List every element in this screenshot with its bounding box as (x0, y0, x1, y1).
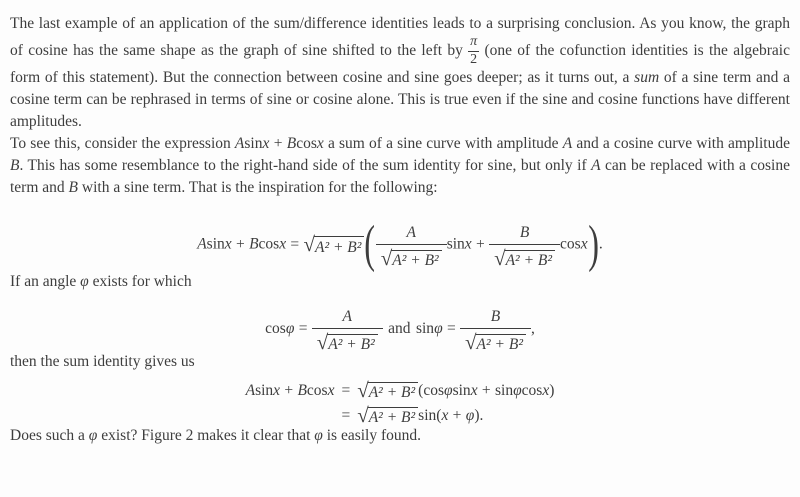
equation-rhs-1 (357, 378, 555, 403)
var-x: x (273, 382, 281, 400)
var-A: A (197, 235, 207, 253)
fn-sin: sin (255, 382, 274, 400)
fraction-denominator: 2 (468, 51, 479, 68)
equation-lhs (246, 382, 335, 400)
equation-final (10, 378, 790, 428)
radicand-text: A² + B² (314, 238, 362, 256)
op-plus: + (284, 382, 294, 400)
phi-condition-paragraph (10, 271, 790, 293)
var-x: x (262, 135, 270, 153)
radical-sign: √ (357, 378, 369, 403)
fn-sin: sin (206, 235, 225, 253)
fn-cos: cos (296, 135, 317, 153)
fraction-denominator (489, 244, 560, 270)
text-run: then the sum identity gives us (10, 353, 195, 371)
text-run: To see this, consider the expression (10, 135, 235, 153)
var-B: B (68, 179, 79, 197)
punct-lparen: ( (418, 382, 424, 400)
var-x: x (279, 235, 287, 253)
radical-sign: √ (465, 330, 477, 355)
intro-paragraph (10, 13, 790, 133)
var-A: A (342, 308, 352, 326)
fn-cos: cos (423, 382, 445, 400)
var-x: x (441, 407, 449, 425)
fn-cos: cos (265, 320, 286, 338)
var-x: x (224, 235, 232, 253)
fraction-B (489, 223, 560, 270)
square-root (316, 330, 378, 355)
var-phi: φ (285, 320, 295, 338)
radical-sign: √ (316, 330, 329, 355)
var-A: A (245, 382, 256, 400)
radical-sign: √ (357, 403, 369, 428)
var-A: A (234, 135, 245, 153)
fraction-B (460, 308, 531, 355)
op-plus: + (273, 135, 283, 153)
var-B: B (519, 223, 530, 241)
inline-expression (235, 135, 324, 152)
radicand (505, 250, 555, 269)
var-B: B (297, 382, 307, 400)
var-B: B (286, 135, 297, 153)
equation-rhs-2 (357, 403, 554, 428)
op-equals: = (341, 407, 351, 425)
fraction-A (376, 223, 447, 270)
text-run: a sum of a sine curve with amplitude (323, 135, 563, 153)
op-plus: + (481, 382, 491, 400)
fraction-numerator (376, 224, 447, 244)
closing-paragraph (10, 425, 790, 447)
big-paren-close: ) (587, 216, 599, 274)
fn-sin: sin (418, 407, 437, 425)
var-x: x (327, 382, 335, 400)
var-B: B (490, 308, 501, 326)
fn-sin: sin (494, 382, 514, 400)
radicand-text: A² + B² (392, 251, 439, 269)
op-plus: + (476, 235, 485, 253)
op-plus: + (452, 407, 462, 425)
emphasized-word: sum (634, 69, 660, 87)
op-equals: = (298, 320, 308, 338)
square-root (465, 330, 526, 355)
fraction-denominator (312, 328, 383, 355)
var-A: A (562, 135, 573, 153)
word-and: and (388, 320, 411, 338)
fraction-A (312, 308, 383, 355)
fn-sin: sin (446, 235, 465, 253)
pi-over-2-fraction (468, 35, 479, 67)
var-B: B (249, 235, 259, 253)
text-run: is easily found. (322, 427, 422, 445)
radical-sign: √ (380, 245, 393, 270)
sum-identity-paragraph (10, 351, 790, 373)
fraction-denominator (376, 244, 447, 270)
text-run: exists for which (88, 273, 192, 291)
var-A: A (591, 157, 601, 175)
op-equals: = (341, 382, 351, 400)
text-run: of a sine term and a cosine term can be rephrased in terms of sine or cosine alone. This is true even if the sine and cosine functions have different amplitudes. (10, 69, 790, 131)
punct-rparen: ) (474, 407, 480, 425)
op-equals: = (290, 235, 300, 253)
fraction-numerator (312, 308, 383, 328)
var-phi: φ (513, 382, 522, 400)
equation-cos-sin-phi (10, 308, 790, 355)
equation-sum-rewrite (10, 216, 790, 274)
radical-sign: √ (494, 245, 506, 270)
var-phi: φ (88, 427, 98, 445)
fraction-denominator (460, 328, 531, 355)
radical-sign: √ (303, 231, 315, 256)
radicand-text: A² + B² (476, 336, 523, 354)
square-root (380, 245, 442, 270)
punct-comma: , (530, 320, 535, 338)
text-run: (one of the cofunction identities is the algebraic form of this statement). But the connection between cosine and sine goes deeper; as it turns out, a (10, 41, 790, 87)
var-phi: φ (465, 407, 475, 425)
square-root (357, 378, 418, 403)
op-plus: + (235, 235, 245, 253)
fraction-numerator: π (470, 34, 478, 49)
radicand (368, 382, 418, 402)
big-paren-open: ( (364, 216, 376, 274)
fraction-numerator (460, 308, 531, 328)
expression-paragraph (10, 133, 790, 199)
radicand (391, 250, 441, 269)
var-x: x (470, 382, 478, 400)
radicand (476, 334, 526, 353)
var-B: B (10, 157, 20, 175)
fn-cos: cos (521, 382, 543, 400)
text-run: can be replaced with a cosine term and (10, 157, 790, 197)
var-x: x (316, 135, 324, 153)
radicand-text: A² + B² (368, 384, 416, 402)
text-run: exist? Figure 2 makes it clear that (97, 427, 315, 445)
fn-cos: cos (560, 235, 581, 253)
var-x: x (580, 235, 588, 253)
punct-period: . (598, 235, 603, 253)
radicand (368, 407, 418, 427)
text-run: If an angle (10, 273, 81, 291)
fn-sin: sin (244, 135, 263, 153)
text-run: Does such a (10, 427, 89, 445)
text-run: The last example of an application of the sum/difference identities leads to a surprising conclusion. As you know, the graph of cosine has the same shape as the graph of sine shifted to the left by (10, 15, 790, 59)
fn-cos: cos (306, 382, 328, 400)
radicand-text: A² + B² (368, 409, 416, 427)
op-equals: = (446, 320, 456, 338)
radicand-text: A² + B² (328, 336, 375, 354)
text-run: with a sine term. That is the inspiration for the following: (78, 179, 438, 197)
var-x: x (464, 235, 472, 253)
var-phi: φ (314, 427, 323, 445)
fn-sin: sin (452, 382, 471, 400)
var-x: x (542, 382, 550, 400)
radicand (314, 236, 364, 257)
punct-rparen: ) (549, 382, 555, 400)
square-root (303, 231, 365, 257)
fn-sin: sin (415, 320, 435, 338)
text-run: . This has some resemblance to the right-hand side of the sum identity for sine, but only if (19, 157, 592, 175)
var-phi: φ (80, 273, 89, 291)
var-A: A (406, 223, 416, 241)
fraction-numerator (489, 224, 560, 244)
punct-lparen: ( (436, 407, 442, 425)
square-root (494, 245, 555, 270)
text-run: and a cosine curve with amplitude (572, 135, 790, 153)
fn-cos: cos (258, 235, 280, 253)
radicand (327, 334, 377, 353)
var-phi: φ (444, 382, 453, 400)
square-root (357, 403, 418, 428)
var-phi: φ (434, 320, 443, 338)
punct-period: . (479, 407, 484, 425)
radicand-text: A² + B² (505, 251, 553, 269)
